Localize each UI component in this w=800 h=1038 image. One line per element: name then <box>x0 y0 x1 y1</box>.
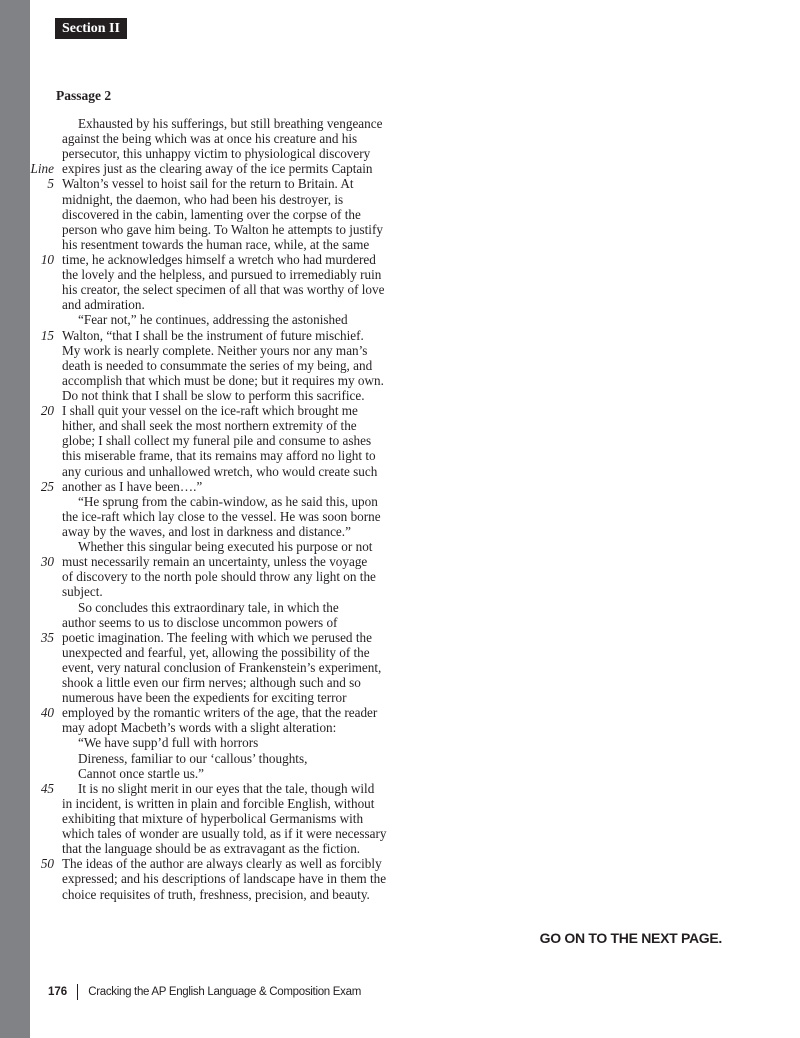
passage-line <box>0 207 420 222</box>
line-text: accomplish that which must be done; but it requires my own. <box>62 372 384 388</box>
line-text: midnight, the daemon, who had been his destroyer, is <box>62 191 344 207</box>
passage-line <box>0 403 420 418</box>
passage-line <box>0 146 420 161</box>
passage-line <box>0 116 420 131</box>
line-text: Whether this singular being executed his purpose or not <box>78 539 373 555</box>
line-text: against the being which was at once his creature and his <box>62 131 358 147</box>
passage-line <box>0 161 420 176</box>
line-text: must necessarily remain an uncertainty, unless the voyage <box>62 554 368 570</box>
passage-line <box>0 751 420 766</box>
line-number: Line <box>30 161 54 177</box>
passage-line <box>0 237 420 252</box>
passage-line <box>0 312 420 327</box>
line-number: 50 <box>40 856 54 872</box>
passage-line <box>0 735 420 750</box>
passage-line <box>0 615 420 630</box>
passage-line <box>0 781 420 796</box>
passage-line <box>0 645 420 660</box>
passage-line <box>0 887 420 902</box>
line-text: Do not think that I shall be slow to perform this sacrifice. <box>62 387 365 403</box>
line-text: The ideas of the author are always clearly as well as forcibly <box>62 856 382 872</box>
line-text: this miserable frame, that its remains may afford no light to <box>62 448 376 464</box>
line-number: 40 <box>40 705 54 721</box>
line-text: and admiration. <box>62 297 145 313</box>
line-text: which tales of wonder are usually told, as if it were necessary <box>62 826 387 842</box>
passage-line <box>0 328 420 343</box>
passage-line <box>0 826 420 841</box>
passage-line <box>0 388 420 403</box>
passage-line <box>0 675 420 690</box>
passage-line <box>0 584 420 599</box>
footer-divider <box>77 984 78 1000</box>
line-text: expires just as the clearing away of the ice permits Captain <box>62 161 373 177</box>
line-number: 30 <box>40 554 54 570</box>
line-text: exhibiting that mixture of hyperbolical Germanisms with <box>62 811 364 827</box>
line-text: shook a little even our firm nerves; although such and so <box>62 675 361 691</box>
passage-line <box>0 433 420 448</box>
passage-line <box>0 192 420 207</box>
passage-line <box>0 524 420 539</box>
line-text: “Fear not,” he continues, addressing the astonished <box>78 312 348 328</box>
passage-title: Passage 2 <box>56 88 112 103</box>
line-text: employed by the romantic writers of the age, that the reader <box>62 705 378 721</box>
passage-line <box>0 373 420 388</box>
passage-line <box>0 464 420 479</box>
line-text: Cannot once startle us.” <box>78 765 204 781</box>
passage-body <box>0 116 420 902</box>
passage-line <box>0 569 420 584</box>
passage-line <box>0 418 420 433</box>
line-text: another as I have been….” <box>62 478 203 494</box>
line-text: discovered in the cabin, lamenting over the corpse of the <box>62 206 361 222</box>
passage-line <box>0 509 420 524</box>
passage-line <box>0 282 420 297</box>
line-text: choice requisites of truth, freshness, precision, and beauty. <box>62 886 370 902</box>
line-text: away by the waves, and lost in darkness and distance.” <box>62 523 351 539</box>
line-text: hither, and shall seek the most northern extremity of the <box>62 418 357 434</box>
passage-line <box>0 554 420 569</box>
passage-line <box>0 660 420 675</box>
passage-line <box>0 176 420 191</box>
go-on-notice: GO ON TO THE NEXT PAGE. <box>539 930 722 946</box>
passage-line <box>0 856 420 871</box>
passage-line <box>0 539 420 554</box>
line-text: the ice-raft which lay close to the vessel. He was soon borne <box>62 508 381 524</box>
passage-line <box>0 267 420 282</box>
passage-line <box>0 871 420 886</box>
passage-line <box>0 811 420 826</box>
line-text: person who gave him being. To Walton he attempts to justify <box>62 221 383 237</box>
line-text: that the language should be as extravagant as the fiction. <box>62 841 361 857</box>
line-text: “We have supp’d full with horrors <box>78 735 259 751</box>
book-title: Cracking the AP English Language & Composition Exam <box>88 986 361 998</box>
line-number: 35 <box>40 629 54 645</box>
line-text: “He sprung from the cabin-window, as he said this, upon <box>78 493 378 509</box>
passage-line <box>0 448 420 463</box>
line-text: his creator, the select specimen of all that was worthy of love <box>62 282 385 298</box>
passage-line <box>0 343 420 358</box>
line-number: 10 <box>40 251 54 267</box>
line-number: 15 <box>40 327 54 343</box>
line-text: author seems to us to disclose uncommon powers of <box>62 614 338 630</box>
page-footer <box>48 984 361 1000</box>
line-number: 20 <box>40 403 54 419</box>
passage-line <box>0 358 420 373</box>
line-text: Direness, familiar to our ‘callous’ thoughts, <box>78 750 308 766</box>
line-text: may adopt Macbeth’s words with a slight alteration: <box>62 720 337 736</box>
passage-line <box>0 494 420 509</box>
passage-line <box>0 600 420 615</box>
passage-line <box>0 479 420 494</box>
line-text: event, very natural conclusion of Frankenstein’s experiment, <box>62 659 382 675</box>
line-text: poetic imagination. The feeling with which we perused the <box>62 629 372 645</box>
line-text: expressed; and his descriptions of landscape have in them the <box>62 871 387 887</box>
line-text: subject. <box>62 584 103 600</box>
line-text: So concludes this extraordinary tale, in which the <box>78 599 339 615</box>
line-text: in incident, is written in plain and forcible English, without <box>62 795 375 811</box>
line-number: 45 <box>40 780 54 796</box>
passage-line <box>0 297 420 312</box>
line-text: Exhausted by his sufferings, but still breathing vengeance <box>78 116 383 131</box>
passage-line <box>0 841 420 856</box>
line-text: Walton’s vessel to hoist sail for the return to Britain. At <box>62 176 354 192</box>
section-badge: Section II <box>55 18 127 39</box>
line-text: unexpected and fearful, yet, allowing the possibility of the <box>62 644 370 660</box>
passage-line <box>0 131 420 146</box>
passage-line <box>0 252 420 267</box>
passage-line <box>0 766 420 781</box>
passage-line <box>0 690 420 705</box>
line-text: I shall quit your vessel on the ice-raft which brought me <box>62 403 358 419</box>
line-text: persecutor, this unhappy victim to physiological discovery <box>62 146 371 162</box>
passage-line <box>0 796 420 811</box>
line-text: Walton, “that I shall be the instrument of future mischief. <box>62 327 364 343</box>
line-text: numerous have been the expedients for exciting terror <box>62 690 347 706</box>
line-number: 5 <box>47 176 54 192</box>
line-text: any curious and unhallowed wretch, who would create such <box>62 463 378 479</box>
line-text: It is no slight merit in our eyes that the tale, though wild <box>78 780 375 796</box>
line-text: the lovely and the helpless, and pursued to irremediably ruin <box>62 267 382 283</box>
passage-line <box>0 630 420 645</box>
passage-line <box>0 720 420 735</box>
line-text: globe; I shall collect my funeral pile and consume to ashes <box>62 433 372 449</box>
line-text: death is needed to consummate the series of my being, and <box>62 357 373 373</box>
line-number: 25 <box>40 478 54 494</box>
line-text: of discovery to the north pole should throw any light on the <box>62 569 376 585</box>
passage-line <box>0 222 420 237</box>
page-number: 176 <box>48 986 68 998</box>
passage-line <box>0 705 420 720</box>
line-text: his resentment towards the human race, while, at the same <box>62 236 370 252</box>
line-text: My work is nearly complete. Neither yours nor any man’s <box>62 342 368 358</box>
line-text: time, he acknowledges himself a wretch who had murdered <box>62 251 376 267</box>
